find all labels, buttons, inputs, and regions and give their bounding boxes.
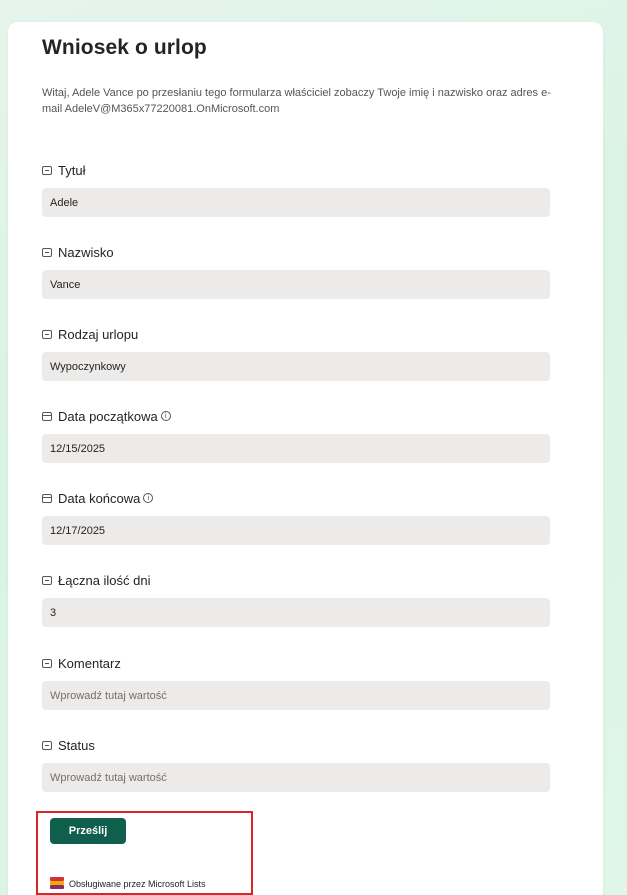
- field-label-row: [42, 161, 550, 179]
- field-label: Łączna ilość dni: [58, 572, 151, 588]
- info-icon[interactable]: i: [143, 493, 153, 503]
- field-label: Data początkowa: [58, 408, 158, 424]
- field-laczna-ilosc-dni: [42, 571, 550, 627]
- calendar-icon: [42, 494, 52, 503]
- info-icon[interactable]: i: [161, 411, 171, 421]
- microsoft-lists-logo-icon: [50, 877, 64, 890]
- text-field-icon: [42, 248, 52, 257]
- field-nazwisko: [42, 243, 550, 299]
- powered-by-text: Obsługiwane przez Microsoft Lists: [69, 878, 206, 889]
- form-title: Wniosek o urlop: [42, 36, 207, 59]
- nazwisko-input[interactable]: Vance: [42, 270, 550, 299]
- text-field-icon: [42, 741, 52, 750]
- field-label: Tytuł: [58, 162, 86, 178]
- field-label-row: [42, 571, 550, 589]
- field-label: Data końcowa: [58, 490, 141, 506]
- field-label-row: [42, 407, 550, 425]
- text-field-icon: [42, 576, 52, 585]
- field-komentarz: [42, 654, 550, 710]
- data-koncowa-input[interactable]: 12/17/2025: [42, 516, 550, 545]
- status-input[interactable]: Wprowadź tutaj wartość: [42, 763, 550, 792]
- field-label-row: [42, 243, 550, 261]
- tytul-input[interactable]: Adele: [42, 188, 550, 217]
- field-data-poczatkowa: [42, 407, 550, 463]
- field-label-row: [42, 654, 550, 672]
- field-label: Status: [58, 737, 95, 753]
- field-label-row: [42, 489, 550, 507]
- powered-by: [50, 877, 206, 890]
- field-tytul: [42, 161, 550, 217]
- field-rodzaj-urlopu: [42, 325, 550, 381]
- field-status: [42, 736, 550, 792]
- komentarz-input[interactable]: Wprowadź tutaj wartość: [42, 681, 550, 710]
- field-label-row: [42, 736, 550, 754]
- text-field-icon: [42, 330, 52, 339]
- laczna-ilosc-dni-input[interactable]: 3: [42, 598, 550, 627]
- field-data-koncowa: [42, 489, 550, 545]
- calendar-icon: [42, 412, 52, 421]
- form-description: Witaj, Adele Vance po przesłaniu tego formularza właściciel zobaczy Twoje imię i nazwisko oraz adres e-mail AdeleV@M365x77220081.OnMicrosoft.com: [42, 87, 551, 115]
- data-poczatkowa-input[interactable]: 12/15/2025: [42, 434, 550, 463]
- text-field-icon: [42, 166, 52, 175]
- text-field-icon: [42, 659, 52, 668]
- field-label: Nazwisko: [58, 244, 114, 260]
- field-label-row: [42, 325, 550, 343]
- rodzaj-urlopu-input[interactable]: Wypoczynkowy: [42, 352, 550, 381]
- field-label: Komentarz: [58, 655, 121, 671]
- submit-button[interactable]: Prześlij: [50, 818, 126, 844]
- field-label: Rodzaj urlopu: [58, 326, 139, 342]
